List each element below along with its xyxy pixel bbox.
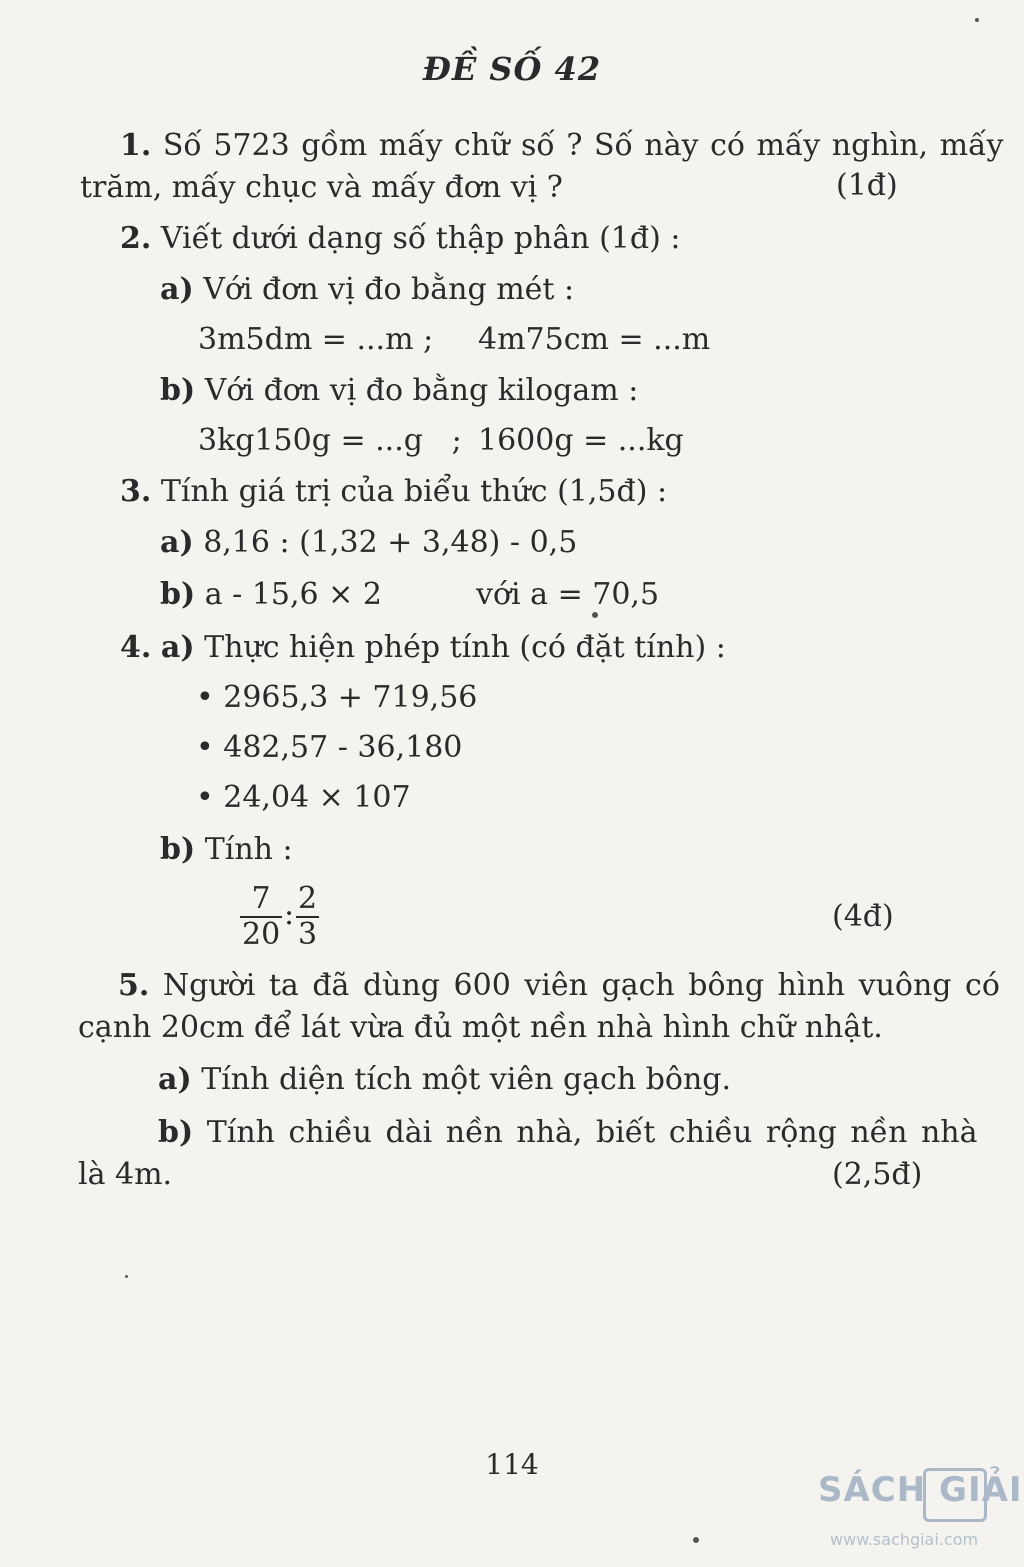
question-5a-text: Tính diện tích một viên gạch bông. (201, 1062, 732, 1097)
question-1-number: 1. (120, 128, 152, 163)
question-5a-line (158, 1062, 731, 1098)
question-1-line-2: trăm, mấy chục và mấy đơn vị ? (80, 170, 563, 205)
question-3b-label: b) (160, 577, 196, 612)
question-4b-label: b) (160, 832, 196, 867)
question-2b-text: Với đơn vị đo bằng kilogam : (204, 373, 639, 408)
question-5b-label: b) (158, 1115, 194, 1150)
question-2b-expr-1: 3kg150g = ...g ; (198, 423, 462, 458)
question-2-number: 2. (120, 221, 152, 256)
question-2-text: Viết dưới dạng số thập phân (1đ) : (160, 221, 681, 256)
question-1-text: Số 5723 gồm mấy chữ số ? Số này có mấy nghìn, mấy (162, 128, 1004, 163)
question-2a-line (160, 272, 574, 308)
question-4a-item-3: • 24,04 × 107 (196, 780, 411, 815)
question-4b-line (160, 832, 293, 868)
question-2a-expr-1: 3m5dm = ...m ; (198, 322, 434, 357)
question-3-text: Tính giá trị của biểu thức (1,5đ) : (160, 474, 668, 509)
question-5a-label: a) (158, 1062, 192, 1097)
question-5b-line-1 (158, 1115, 978, 1151)
watermark-url: www.sachgiai.com (830, 1530, 979, 1549)
scan-speck (693, 1537, 699, 1543)
scan-speck (125, 1275, 128, 1278)
question-2a-text: Với đơn vị đo bằng mét : (203, 272, 575, 307)
question-4a-item-2: • 482,57 - 36,180 (196, 730, 463, 765)
question-2b-line (160, 373, 638, 409)
question-1-line-1 (120, 128, 1003, 164)
fraction-2-denominator: 3 (298, 917, 318, 952)
question-5-line-1 (118, 968, 1000, 1004)
question-5-line-2: cạnh 20cm để lát vừa đủ một nền nhà hình chữ nhật. (78, 1010, 883, 1045)
scan-speck (592, 612, 598, 618)
watermark-brand: SÁCH GIẢI (818, 1470, 1023, 1510)
scan-speck (975, 18, 979, 22)
question-3-line (120, 474, 667, 510)
page-title: ĐỀ SỐ 42 (422, 50, 602, 88)
fraction-1-denominator: 20 (242, 917, 281, 952)
question-3b-line (160, 577, 382, 613)
question-2b-label: b) (160, 373, 196, 408)
sachgiai-watermark (818, 1470, 1024, 1567)
question-3a-expr: 8,16 : (1,32 + 3,48) - 0,5 (203, 525, 578, 560)
question-3a-label: a) (160, 525, 194, 560)
question-2b-expr-2: 1600g = ...kg (478, 423, 684, 458)
question-5-text: Người ta đã dùng 600 viên gạch bông hình vuông có (162, 968, 1000, 1003)
fraction-2-numerator: 2 (298, 881, 318, 916)
question-3b-condition: với a = 70,5 (476, 577, 660, 612)
question-3b-expr: a - 15,6 × 2 (204, 577, 382, 612)
question-5b-text: Tính chiều dài nền nhà, biết chiều rộng nền nhà (206, 1115, 978, 1150)
question-1-score: (1đ) (836, 168, 898, 203)
question-2a-expr-2: 4m75cm = ...m (478, 322, 711, 357)
division-operator: : (284, 897, 295, 932)
question-3a-line (160, 525, 577, 561)
fraction-1-numerator: 7 (240, 882, 282, 918)
question-4a-item-1: • 2965,3 + 719,56 (196, 680, 478, 715)
question-4a-label: a) (160, 630, 195, 665)
fraction-2-3 (296, 882, 319, 952)
question-5-number: 5. (118, 968, 150, 1003)
question-3-number: 3. (120, 474, 152, 509)
question-2-line (120, 221, 680, 257)
question-4-number: 4. (120, 630, 152, 665)
page-number: 114 (485, 1448, 539, 1481)
question-5b-line-2: là 4m. (78, 1157, 173, 1192)
question-4-score: (4đ) (832, 899, 894, 934)
question-4-line (120, 630, 726, 666)
question-4a-text: Thực hiện phép tính (có đặt tính) : (204, 630, 726, 665)
question-5-score: (2,5đ) (832, 1157, 923, 1192)
question-4b-text: Tính : (204, 832, 293, 867)
question-2a-label: a) (160, 272, 194, 307)
fraction-7-20 (240, 882, 282, 952)
